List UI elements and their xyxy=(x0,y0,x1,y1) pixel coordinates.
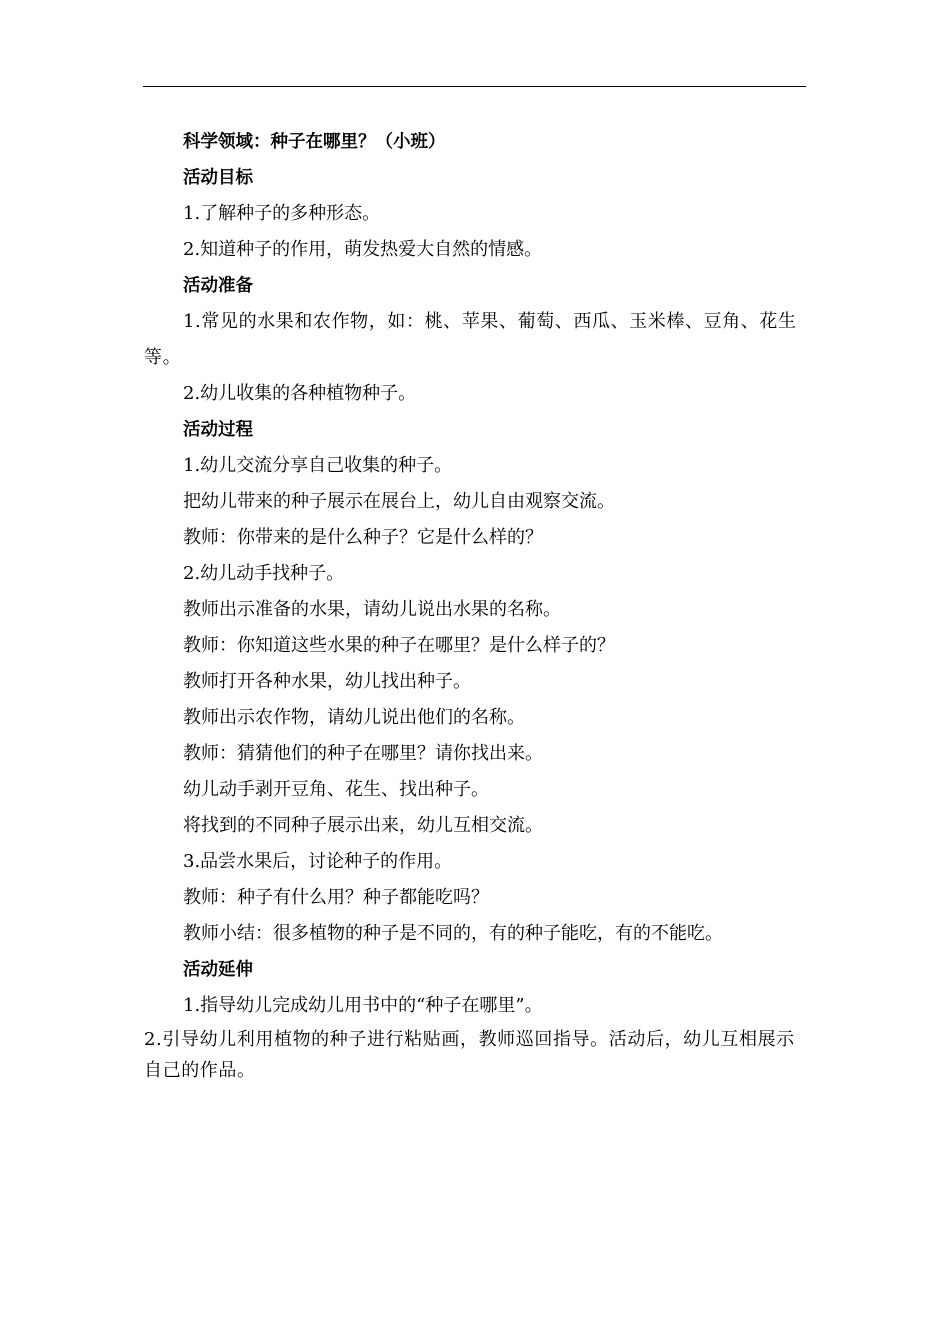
header-rule xyxy=(143,86,806,87)
goal-item: 1.了解种子的多种形态。 xyxy=(183,203,381,224)
process-item: 3.品尝水果后，讨论种子的作用。 xyxy=(183,851,453,872)
section-heading-process: 活动过程 xyxy=(183,420,253,440)
process-item: 教师出示农作物，请幼儿说出他们的名称。 xyxy=(183,707,525,728)
extension-item: 2.引导幼儿利用植物的种子进行粘贴画，教师巡回指导。活动后，幼儿互相展示自己的作品。 xyxy=(144,1029,795,1081)
preparation-item: 2.幼儿收集的各种植物种子。 xyxy=(183,383,417,404)
process-item: 2.幼儿动手找种子。 xyxy=(183,563,345,584)
process-item: 教师小结：很多植物的种子是不同的，有的种子能吃，有的不能吃。 xyxy=(183,923,723,944)
document-title: 科学领域：种子在哪里？（小班） xyxy=(183,132,446,152)
preparation-item: 1.常见的水果和农作物，如：桃、苹果、葡萄、西瓜、玉米棒、豆角、花生等。 xyxy=(144,311,797,368)
process-item: 教师：你知道这些水果的种子在哪里？是什么样子的？ xyxy=(183,635,615,656)
process-item: 教师：种子有什么用？种子都能吃吗？ xyxy=(183,887,489,908)
process-item: 教师：你带来的是什么种子？它是什么样的？ xyxy=(183,527,543,548)
process-item: 教师出示准备的水果，请幼儿说出水果的名称。 xyxy=(183,599,561,620)
goal-item: 2.知道种子的作用，萌发热爱大自然的情感。 xyxy=(183,239,543,260)
process-item: 幼儿动手剥开豆角、花生、找出种子。 xyxy=(183,779,489,800)
section-heading-preparation: 活动准备 xyxy=(183,276,253,296)
section-heading-extension: 活动延伸 xyxy=(183,960,253,980)
section-heading-goals: 活动目标 xyxy=(183,168,253,188)
process-item: 教师：猜猜他们的种子在哪里？请你找出来。 xyxy=(183,743,543,764)
document-body xyxy=(144,124,806,1086)
process-item: 将找到的不同种子展示出来，幼儿互相交流。 xyxy=(183,815,543,836)
process-item: 把幼儿带来的种子展示在展台上，幼儿自由观察交流。 xyxy=(183,491,615,512)
process-item: 教师打开各种水果，幼儿找出种子。 xyxy=(183,671,471,692)
extension-item: 1.指导幼儿完成幼儿用书中的“种子在哪里”。 xyxy=(183,995,543,1016)
process-item: 1.幼儿交流分享自己收集的种子。 xyxy=(183,455,453,476)
